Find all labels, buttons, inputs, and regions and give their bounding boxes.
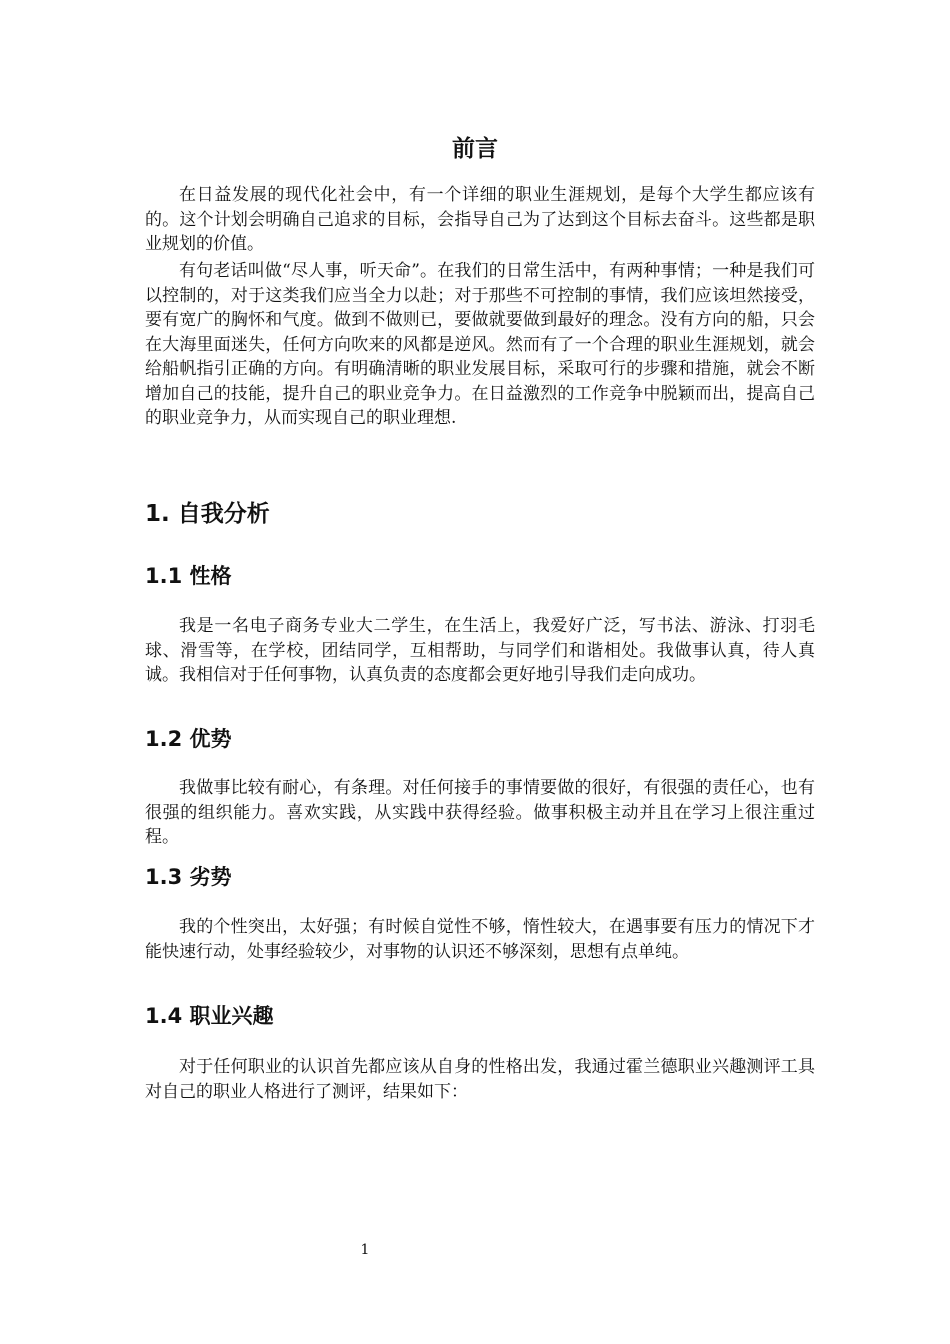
subsection-heading-personality: 1.1 性格	[145, 564, 232, 588]
section-heading-self-analysis: 1. 自我分析	[145, 501, 270, 527]
subsection-heading-career-interest: 1.4 职业兴趣	[145, 1004, 274, 1028]
page-title: 前言	[452, 136, 498, 162]
subsection-text-career-interest: 对于任何职业的认识首先都应该从自身的性格出发，我通过霍兰德职业兴趣测评工具对自己的职业人格进行了测评，结果如下：	[145, 1057, 815, 1102]
intro-paragraph-2: 有句老话叫做“尽人事，听天命”。在我们的日常生活中，有两种事情；一种是我们可以控制的，对于这类我们应当全力以赴；对于那些不可控制的事情，我们应该坦然接受，要有宽广的胸怀和气度。做到不做则已，要做就要做到最好的理念。没有方向的船，只会在大海里面迷失，任何方向吹来的风都是逆风。然而有了一个合理的职业生涯规划，就会给船帆指引正确的方向。有明确清晰的职业发展目标，采取可行的步骤和措施，就会不断增加自己的技能，提升自己的职业竞争力。在日益激烈的工作竞争中脱颖而出，提高自己的职业竞争力，从而实现自己的职业理想.	[145, 261, 815, 428]
subsection-heading-strengths: 1.2 优势	[145, 727, 232, 751]
subsection-text-personality: 我是一名电子商务专业大二学生，在生活上，我爱好广泛，写书法、游泳、打羽毛球、滑雪等，在学校，团结同学，互相帮助，与同学们和谐相处。我做事认真，待人真诚。我相信对于任何事物，认真负责的态度都会更好地引导我们走向成功。	[145, 616, 815, 685]
subsection-heading-weaknesses: 1.3 劣势	[145, 865, 232, 889]
subsection-text-weaknesses: 我的个性突出，太好强；有时候自觉性不够，惰性较大，在遇事要有压力的情况下才能快速行动，处事经验较少，对事物的认识还不够深刻，思想有点单纯。	[145, 917, 815, 962]
subsection-text-strengths: 我做事比较有耐心，有条理。对任何接手的事情要做的很好，有很强的责任心，也有很强的组织能力。喜欢实践，从实践中获得经验。做事积极主动并且在学习上很注重过程。	[145, 778, 815, 847]
intro-paragraph-1: 在日益发展的现代化社会中，有一个详细的职业生涯规划，是每个大学生都应该有的。这个计划会明确自己追求的目标，会指导自己为了达到这个目标去奋斗。这些都是职业规划的价值。	[145, 185, 815, 254]
page-number: 1	[360, 1242, 370, 1258]
